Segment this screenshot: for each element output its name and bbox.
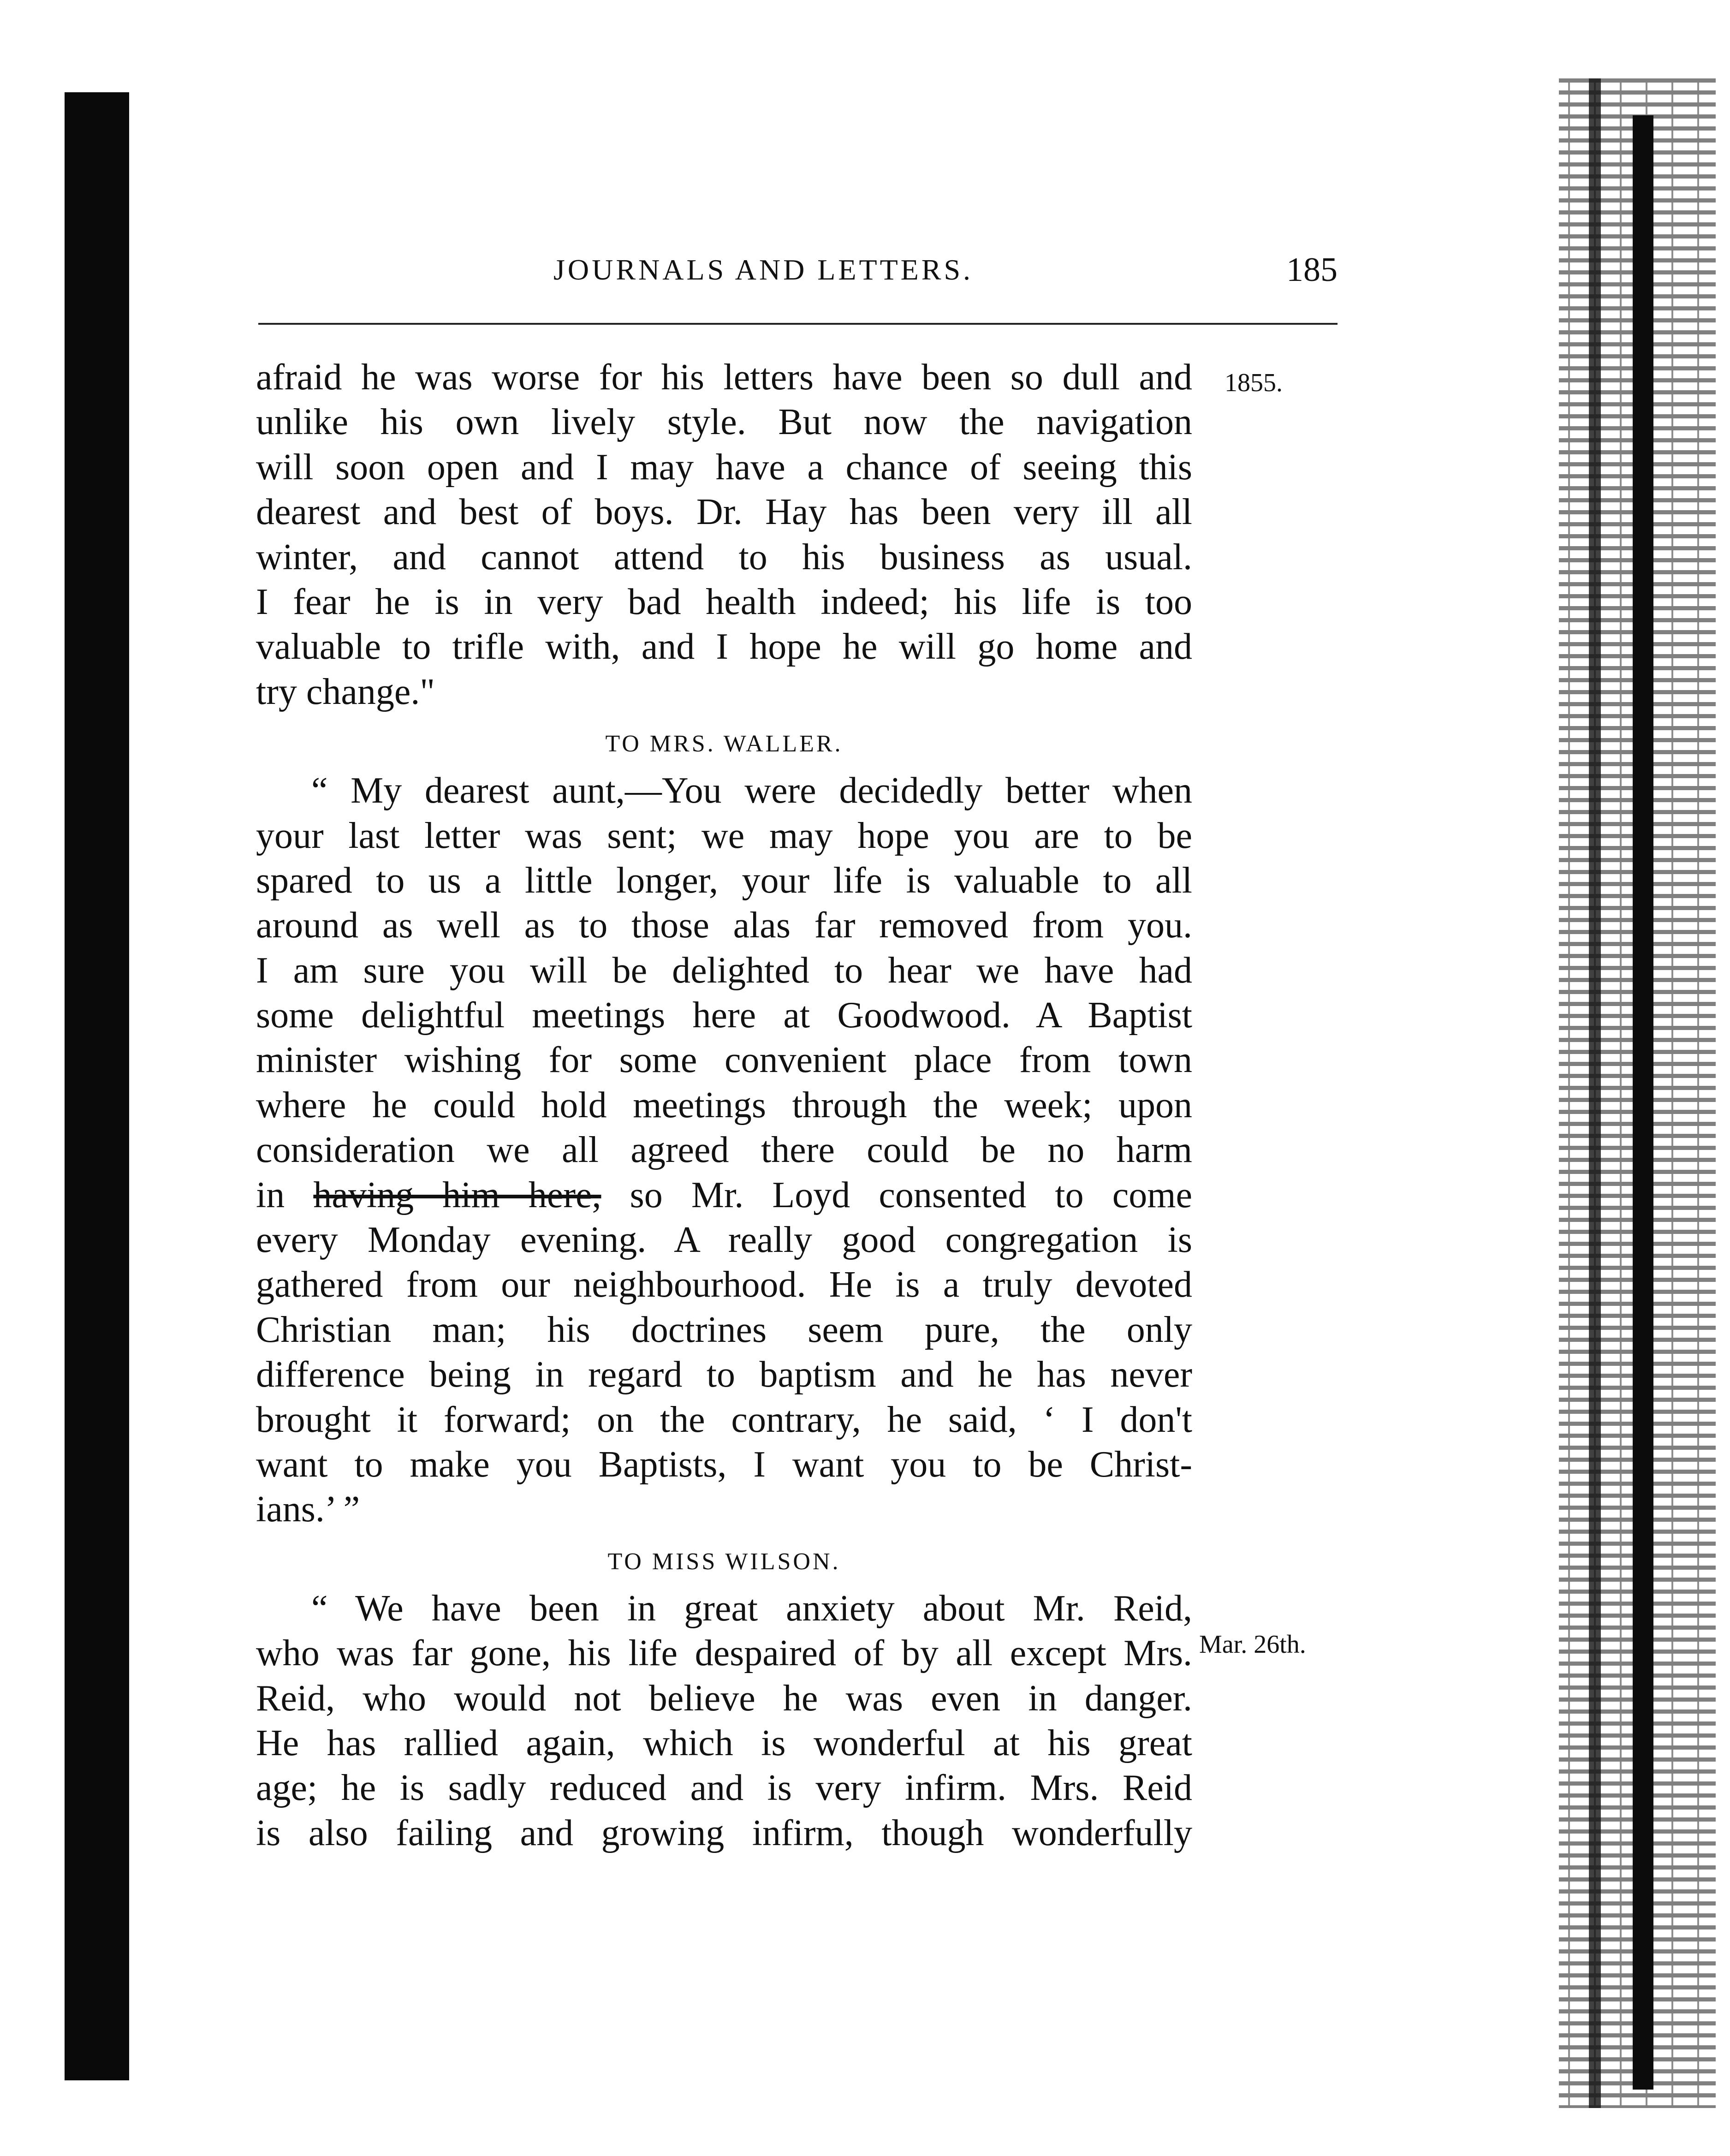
text-line: difference being in regard to baptism and he has never: [256, 1354, 1192, 1395]
text-line: try change.": [256, 671, 435, 712]
text-line-with-strikethrough: [256, 1173, 1192, 1218]
text-line: every Monday evening. A really good congregation is: [256, 1220, 1192, 1261]
right-binding-strip: [1589, 78, 1601, 2108]
text-line: consideration we all agreed there could be no harm: [256, 1130, 1192, 1171]
text-line: will soon open and I may have a chance of seeing this: [256, 447, 1192, 488]
letter-miss-wilson: [256, 1586, 1192, 1856]
text-line: Reid, who would not believe he was even in danger.: [256, 1678, 1192, 1719]
running-title: JOURNALS AND LETTERS.: [553, 253, 974, 286]
text-line: dearest and best of boys. Dr. Hay has been very ill all: [256, 492, 1192, 533]
text-line: around as well as to those alas far removed from you.: [256, 905, 1192, 946]
text-line: unlike his own lively style. But now the navigation: [256, 402, 1192, 443]
intro-paragraph: [256, 355, 1192, 715]
text-line: where he could hold meetings through the week; upon: [256, 1084, 1192, 1126]
text-line: I fear he is in very bad health indeed; his life is too: [256, 581, 1192, 622]
text-line: afraid he was worse for his letters have been so dull and: [256, 357, 1192, 398]
text-fragment: so Mr. Loyd consented to come: [601, 1174, 1193, 1215]
text-line: minister wishing for some convenient place from town: [256, 1040, 1192, 1081]
text-line: “ We have been in great anxiety about Mr. Reid,: [311, 1588, 1192, 1629]
letter-heading-mrs-waller: TO MRS. WALLER.: [605, 731, 843, 757]
text-fragment: in: [256, 1174, 314, 1215]
text-line: I am sure you will be delighted to hear we have had: [256, 950, 1192, 991]
text-line: “ My dearest aunt,—You were decidedly better when: [311, 770, 1192, 811]
text-line: gathered from our neighbourhood. He is a truly devoted: [256, 1264, 1192, 1305]
text-line: valuable to trifle with, and I hope he will go home and: [256, 626, 1192, 667]
body-text: [256, 355, 1192, 1856]
letter-mrs-waller: [256, 768, 1192, 1532]
text-line: is also failing and growing infirm, though wonderfully: [256, 1812, 1192, 1853]
margin-note-year: 1855.: [1225, 369, 1283, 397]
header-rule: [258, 323, 1338, 325]
text-line: some delightful meetings here at Goodwood. A Baptist: [256, 995, 1192, 1036]
margin-note-date: Mar. 26th.: [1199, 1630, 1306, 1659]
running-head: [258, 249, 1338, 291]
text-line: Christian man; his doctrines seem pure, the only: [256, 1309, 1192, 1350]
text-line: winter, and cannot attend to his business as usual.: [256, 536, 1192, 578]
text-line: He has rallied again, which is wonderful at his great: [256, 1722, 1192, 1763]
letter-heading-miss-wilson: TO MISS WILSON.: [607, 1548, 841, 1575]
text-line: spared to us a little longer, your life is valuable to all: [256, 860, 1192, 901]
page-number: 185: [1286, 251, 1338, 289]
text-line: your last letter was sent; we may hope you are to be: [256, 815, 1192, 856]
text-line: who was far gone, his life despaired of by all except Mrs.: [256, 1633, 1192, 1674]
left-binding-edge: [65, 92, 129, 2080]
text-line: want to make you Baptists, I want you to be Christ-: [256, 1444, 1192, 1485]
right-binding-bar: [1633, 115, 1653, 2090]
text-line: age; he is sadly reduced and is very infirm. Mrs. Reid: [256, 1768, 1192, 1809]
text-line: brought it forward; on the contrary, he said, ‘ I don't: [256, 1399, 1192, 1440]
struck-text: having him here,: [313, 1174, 601, 1215]
text-line: ians.’ ”: [256, 1489, 360, 1530]
